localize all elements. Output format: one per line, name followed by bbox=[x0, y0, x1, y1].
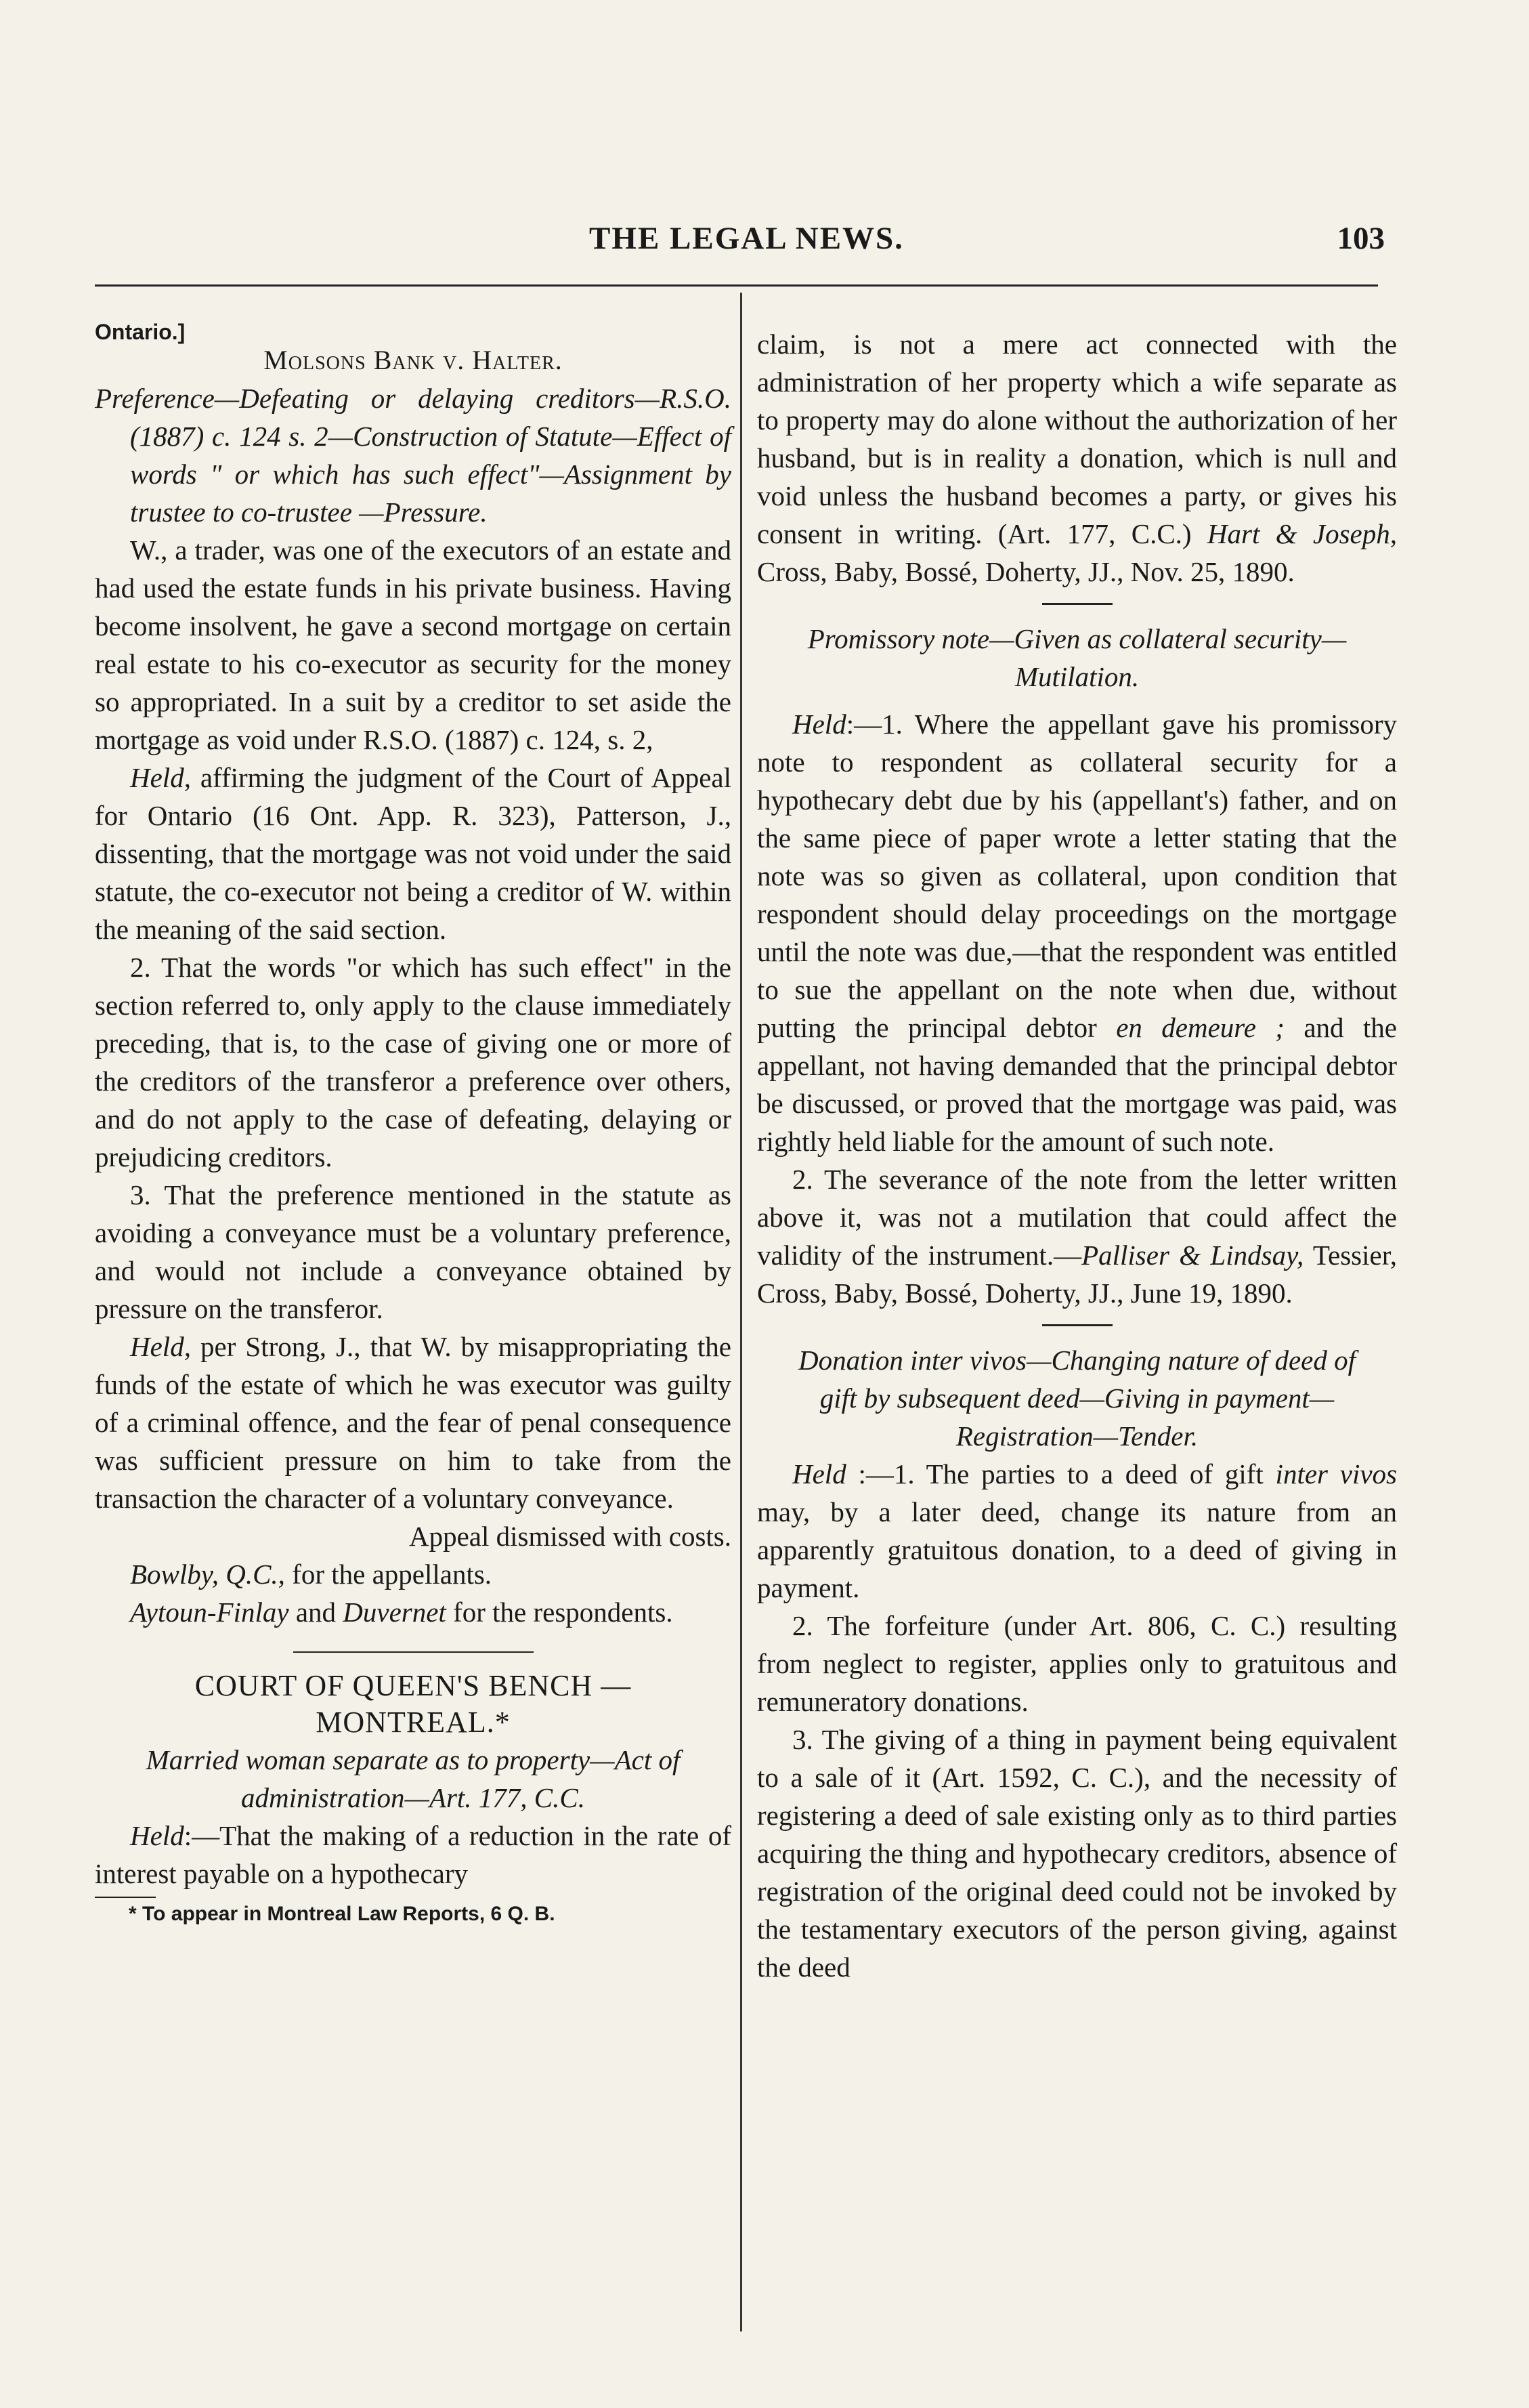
held-label: Held bbox=[130, 1820, 184, 1851]
concurring-holding bbox=[95, 1328, 731, 1517]
footnote-rule bbox=[95, 1897, 156, 1898]
holding-paragraph bbox=[757, 705, 1397, 1160]
holding-paragraph bbox=[95, 1817, 731, 1893]
column-divider bbox=[740, 293, 742, 2331]
holding-point-2 bbox=[757, 1160, 1397, 1312]
italic-term: en demeure ; bbox=[1116, 1012, 1285, 1043]
province-label: Ontario.] bbox=[95, 320, 186, 344]
section-headnote: Married woman separate as to property—Act of administration—Art. 177, C.C. bbox=[146, 1744, 681, 1813]
holding-paragraph bbox=[757, 1455, 1397, 1607]
paragraph-text: claim, is not a mere act connected with the administration of her property which a wife separate as to property may do alone without the authorization of her husband, but is in reality a donation, which is null and void unless the husband becomes a party, or gives his consent in writing. (Art. 177, C.C.) bbox=[757, 329, 1397, 549]
continued-paragraph bbox=[757, 325, 1397, 591]
case-title: Molsons Bank v. Halter. bbox=[263, 345, 563, 375]
case-headnote: Preference—Defeating or delaying creditors—R.S.O. (1887) c. 124 s. 2—Construction of Statute—Effect of words " or which has such effect"—Assignment by trustee to co-trustee —Pressure. bbox=[95, 383, 731, 528]
concurring-text: per Strong, J., that W. by misappropriating the funds of the estate of which he was executor was guilty of a criminal offence, and the fear of penal consequence was sufficient pressure on him to take from the transaction the character of a voluntary conveyance. bbox=[95, 1331, 731, 1514]
held-label: Held bbox=[792, 709, 846, 740]
holding-paragraph bbox=[95, 759, 731, 948]
holding-text: :—That the making of a reduction in the rate of interest payable on a hypothecary bbox=[95, 1820, 731, 1889]
italic-term: inter vivos bbox=[1275, 1458, 1397, 1490]
case-citation: Palliser & Lindsay, bbox=[1081, 1240, 1304, 1271]
holding-point-2: 2. The forfeiture (under Art. 806, C. C.) resulting from neglect to register, applies only to gratuitous and remuneratory donations. bbox=[757, 1610, 1397, 1717]
case-headnote: Donation inter vivos—Changing nature of deed of gift by subsequent deed—Giving in payment—Registration—Tender. bbox=[798, 1345, 1356, 1452]
holding-text: affirming the judgment of the Court of Appeal for Ontario (16 Ont. App. R. 323), Patterson, J., dissenting, that the mortgage was not void under the said statute, the co-executor not being a creditor of W. within the meaning of the said section. bbox=[95, 762, 731, 945]
disposition: Appeal dismissed with costs. bbox=[408, 1521, 731, 1552]
held-label: Held, bbox=[130, 762, 191, 793]
paragraph-text: Cross, Baby, Bossé, Doherty, JJ., Nov. 25, 1890. bbox=[757, 556, 1295, 587]
held-label: Held bbox=[792, 1458, 846, 1490]
counsel-name: Bowlby, Q.C., bbox=[130, 1559, 285, 1590]
page-number: 103 bbox=[1337, 221, 1385, 256]
left-column bbox=[95, 318, 731, 1928]
running-title: THE LEGAL NEWS. bbox=[589, 221, 904, 256]
holding-text: :—1. The parties to a deed of gift bbox=[846, 1458, 1276, 1490]
counsel-name: Aytoun-Finlay bbox=[130, 1597, 289, 1628]
counsel-respondents bbox=[95, 1593, 731, 1631]
case-separator bbox=[1042, 1324, 1113, 1326]
header-rule bbox=[95, 284, 1378, 287]
counsel-role: for the appellants. bbox=[284, 1559, 492, 1590]
case-citation: Hart & Joseph, bbox=[1207, 518, 1397, 549]
holding-point-3: 3. The giving of a thing in payment being equivalent to a sale of it (Art. 1592, C. C.), and the necessity of registering a deed of sale existing only as to third parties acquiring the thing and hypothecary creditors, absence of registration of the original deed could not be invoked by the testamentary executors of the person giving, against the deed bbox=[757, 1724, 1397, 1983]
counsel-role: for the respondents. bbox=[446, 1597, 673, 1628]
paragraph-text: 2. The severance of the note from the letter written above it, was not a mutilation that could affect the validity of the instrument.— bbox=[757, 1164, 1397, 1271]
holding-text: :—1. Where the appellant gave his promissory note to respondent as collateral security for a hypothecary debt due by his (appellant's) father, and on the same piece of paper wrote a letter stating that the note was so given as collateral, upon condition that respondent should delay proceedings on the mortgage until the note was due,—that the respondent was entitled to sue the appellant on the note when due, without putting the principal debtor bbox=[757, 709, 1397, 1043]
page-header bbox=[95, 220, 1398, 268]
section-rule bbox=[293, 1651, 534, 1653]
facts-paragraph: W., a trader, was one of the executors of an estate and had used the estate funds in his private business. Having become insolvent, he gave a second mortgage on certain real estate to his co-executor as security for the money so appropriated. In a suit by a creditor to set aside the mortgage as void under R.S.O. (1887) c. 124, s. 2, bbox=[95, 534, 731, 755]
section-title: COURT OF QUEEN'S BENCH — MONTREAL.* bbox=[194, 1669, 632, 1739]
held-label: Held, bbox=[130, 1331, 191, 1362]
holding-text: may, by a later deed, change its nature from an apparently gratuitous donation, to a deed of giving in payment. bbox=[757, 1496, 1397, 1603]
holding-point-2: 2. That the words "or which has such effect" in the section referred to, only apply to the clause immediately preceding, that is, to the case of giving one or more of the creditors of the transferor a preference over others, and do not apply to the case of defeating, delaying or prejudicing creditors. bbox=[95, 952, 731, 1173]
counsel-appellants bbox=[95, 1555, 731, 1593]
paragraph-text: Tessier, Cross, Baby, Bossé, Doherty, JJ., June 19, 1890. bbox=[757, 1240, 1397, 1309]
case-headnote: Promissory note—Given as collateral security—Mutilation. bbox=[807, 623, 1347, 692]
right-column bbox=[757, 325, 1397, 1986]
conjunction: and bbox=[288, 1597, 343, 1628]
holding-text: and the appellant, not having demanded that the principal debtor be discussed, or proved that the mortgage was paid, was rightly held liable for the amount of such note. bbox=[757, 1012, 1397, 1157]
case-separator bbox=[1042, 603, 1113, 605]
counsel-name: Duvernet bbox=[343, 1597, 446, 1628]
holding-point-3: 3. That the preference mentioned in the statute as avoiding a conveyance must be a voluntary preference, and would not include a conveyance obtained by pressure on the transferor. bbox=[95, 1179, 731, 1324]
footnote: * To appear in Montreal Law Reports, 6 Q. B. bbox=[129, 1903, 555, 1925]
